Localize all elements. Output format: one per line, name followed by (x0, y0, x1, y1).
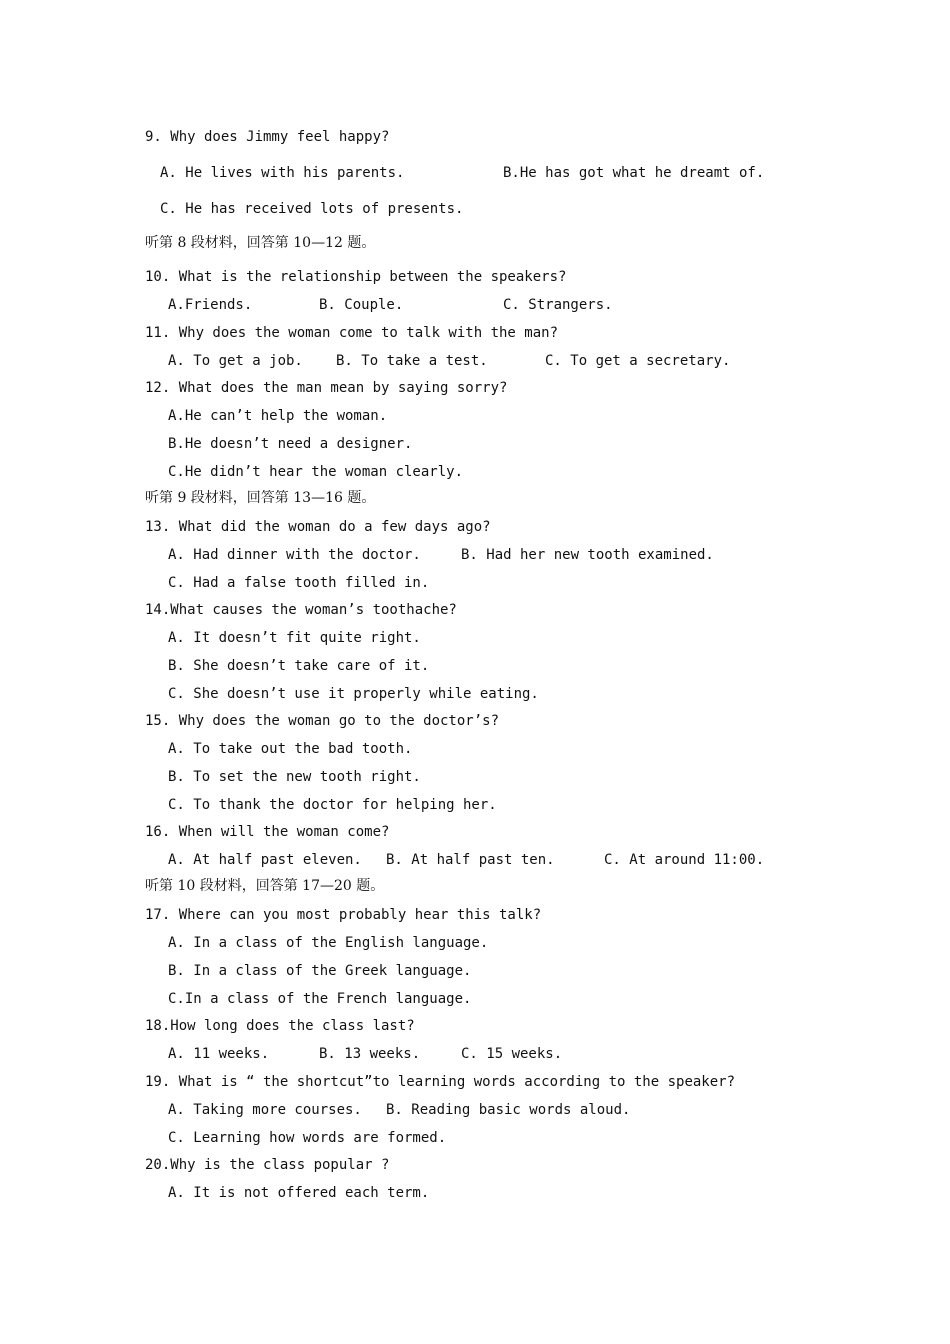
option-14c: C. She doesn’t use it properly while eating. (168, 686, 539, 702)
question-9: 9. Why does Jimmy feel happy? (145, 129, 390, 145)
option-19b: B. Reading basic words aloud. (386, 1102, 631, 1118)
question-20: 20.Why is the class popular ? (145, 1157, 390, 1173)
option-9b: B.He has got what he dreamt of. (503, 165, 765, 181)
question-15: 15. Why does the woman go to the doctor’s? (145, 713, 500, 729)
option-15b: B. To set the new tooth right. (168, 769, 421, 785)
option-13a: A. Had dinner with the doctor. (168, 547, 421, 563)
option-18b: B. 13 weeks. (319, 1046, 421, 1062)
section-header-10: 听第 10 段材料，回答第 17—20 题。 (145, 878, 385, 894)
option-13b: B. Had her new tooth examined. (461, 547, 714, 563)
option-12a: A.He can’t help the woman. (168, 408, 388, 424)
option-19a: A. Taking more courses. (168, 1102, 362, 1118)
option-9c: C. He has received lots of presents. (160, 201, 464, 217)
option-18a: A. 11 weeks. (168, 1046, 270, 1062)
section-header-8: 听第 8 段材料，回答第 10—12 题。 (145, 235, 376, 251)
question-11: 11. Why does the woman come to talk with the man? (145, 325, 559, 341)
option-16a: A. At half past eleven. (168, 852, 362, 868)
option-20a: A. It is not offered each term. (168, 1185, 430, 1201)
option-14b: B. She doesn’t take care of it. (168, 658, 430, 674)
option-11b: B. To take a test. (336, 353, 488, 369)
option-17c: C.In a class of the French language. (168, 991, 472, 1007)
option-12c: C.He didn’t hear the woman clearly. (168, 464, 464, 480)
option-17b: B. In a class of the Greek language. (168, 963, 472, 979)
question-19: 19. What is “ the shortcut”to learning words according to the speaker? (145, 1074, 736, 1090)
option-16b: B. At half past ten. (386, 852, 555, 868)
question-16: 16. When will the woman come? (145, 824, 390, 840)
question-13: 13. What did the woman do a few days ago? (145, 519, 491, 535)
option-18c: C. 15 weeks. (461, 1046, 563, 1062)
option-16c: C. At around 11:00. (604, 852, 765, 868)
option-17a: A. In a class of the English language. (168, 935, 489, 951)
option-19c: C. Learning how words are formed. (168, 1130, 447, 1146)
question-14: 14.What causes the woman’s toothache? (145, 602, 457, 618)
section-header-9: 听第 9 段材料，回答第 13—16 题。 (145, 490, 376, 506)
option-13c: C. Had a false tooth filled in. (168, 575, 430, 591)
option-10b: B. Couple. (319, 297, 404, 313)
option-9a: A. He lives with his parents. (160, 165, 405, 181)
option-15c: C. To thank the doctor for helping her. (168, 797, 497, 813)
question-18: 18.How long does the class last? (145, 1018, 415, 1034)
option-11c: C. To get a secretary. (545, 353, 731, 369)
option-15a: A. To take out the bad tooth. (168, 741, 413, 757)
question-10: 10. What is the relationship between the speakers? (145, 269, 567, 285)
question-12: 12. What does the man mean by saying sorry? (145, 380, 508, 396)
question-17: 17. Where can you most probably hear this talk? (145, 907, 542, 923)
option-10a: A.Friends. (168, 297, 253, 313)
option-12b: B.He doesn’t need a designer. (168, 436, 413, 452)
option-10c: C. Strangers. (503, 297, 613, 313)
option-11a: A. To get a job. (168, 353, 303, 369)
option-14a: A. It doesn’t fit quite right. (168, 630, 421, 646)
